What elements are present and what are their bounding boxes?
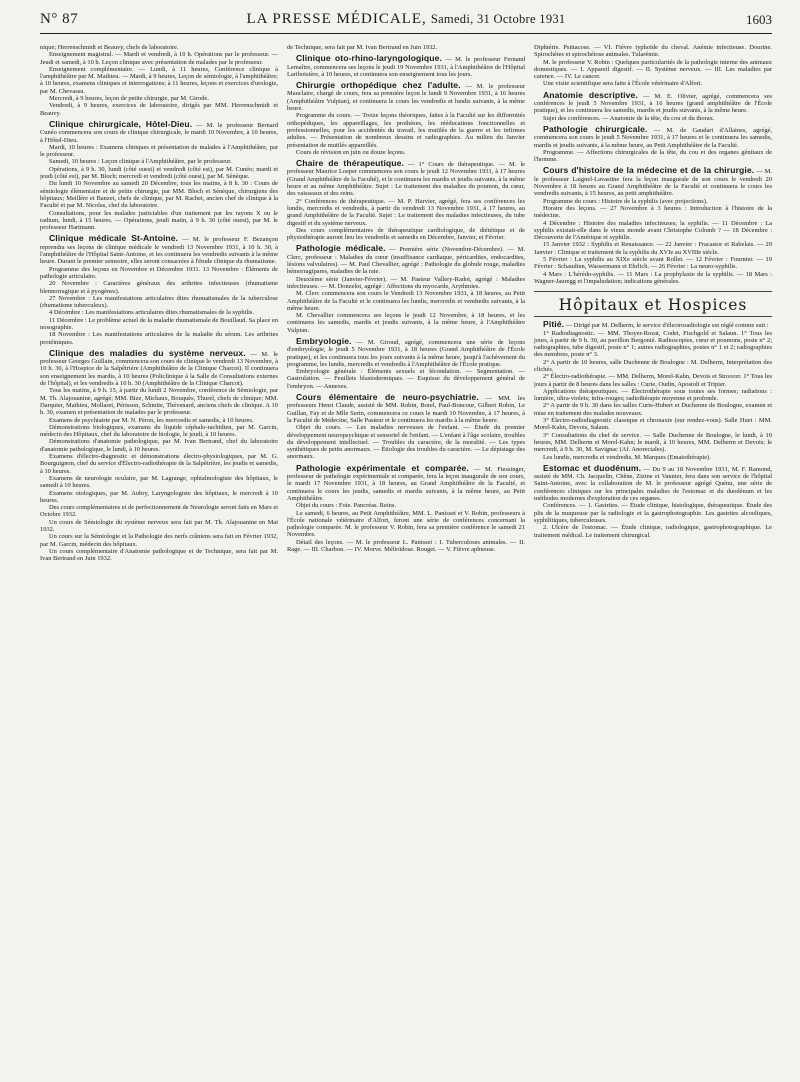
- article-entry: [287, 82, 525, 112]
- entry-text: Enseignement complémentaire. — Lundi, à 11 heures, Conférence clinique à l'amphithéâtre par M. Mathieu. — Mardi, à 9 heures, Leçon de sémiologie, à l'amphithéâtre; à 10 heures, examens cliniques et interrogations; à 11 heures, leçons et exercices d'urologie, par M. Chevassu.: [40, 65, 278, 95]
- article-paragraph: [287, 276, 525, 291]
- entry-text: M. Chevallier commencera ses leçons le jeudi 12 Novembre, à 18 heures, et les continuera les samedis, mardis et jeudis suivants, à la même heure, à l'Amphithéâtre Vulpian.: [287, 312, 525, 334]
- entry-text: M. le professeur V. Robin : Quelques particularités de la pathologie interne des animaux domestiques. — I. Appareil digestif. — II. Système nerveux. — III. Les maladies par carence. — IV. Le cancer.: [534, 58, 772, 81]
- article-paragraph: [287, 368, 525, 390]
- article-entry: [287, 55, 525, 78]
- article-entry: [287, 245, 525, 275]
- section-rule: [534, 291, 772, 292]
- entry-text: Vendredi, à 9 heures, exercices de laboratoire, dirigés par MM. Herrenschmidt et Beauvy.: [40, 102, 278, 117]
- entry-heading: Chirurgie orthopédique chez l'adulte.: [296, 80, 461, 91]
- entry-text: — M. le professeur Bernard Cunéo commencera son cours de clinique chirurgicale, le mardi 10 Novembre, à 10 heures, à l'Hôtel-Dieu.: [40, 121, 278, 144]
- article-paragraph: [287, 149, 525, 156]
- entry-text: — MM. les professeurs Henri Claude, assisté de MM. Robin, Borel, Paul-Boncour, Gilbert Robin, Le Guillan, Fay et de Mlle Serin, commencera ce cours le mardi 10 Novembre, à 17 heures, à la Faculté de Médecine, Salle Pasteur et le continuera les mardis à la même heure.: [287, 395, 525, 424]
- article-paragraph: [534, 115, 772, 122]
- article-entry: [287, 160, 525, 197]
- journal-name: LA PRESSE MÉDICALE,: [246, 11, 427, 27]
- section-title: Hôpitaux et Hospices: [558, 296, 748, 315]
- entry-text: 11 Décembre : Le problème actuel de la maladie rhumatismale de Bouillaud. Sa place en nosographie.: [40, 316, 278, 331]
- entry-text: Un cours complémentaire d'Anatomie pathologique et de Technique, sera fait par M. Ivan Bertrand en Juin 1932.: [40, 547, 278, 563]
- article-entry: [534, 89, 772, 115]
- entry-text: — Première série (Novembre-Décembre). — M. Clerc, professeur : Maladies du cœur (insuffisance cardiaque, péricardites, endocardites, lésions valvulaires). — M. Paul Chevallier, agrégé : Pathologie du globule rouge, maladies hémorragipares, maladies de la rate.: [287, 246, 525, 276]
- entry-text: Cours de révision en juin ou douze leçons.: [296, 148, 406, 156]
- entry-text: Diphtérie. Psittacose. — VI. Fièvre typhoïde du cheval. Anémie infectieuse. Dourine. Spirochètes et spirochétose animales. Tularémie.: [534, 44, 772, 59]
- article-entry: [40, 235, 278, 265]
- article-paragraph: [40, 102, 278, 117]
- article-paragraph: [287, 227, 525, 242]
- article-paragraph: [534, 373, 772, 388]
- entry-heading: Estomac et duodénum.: [543, 462, 642, 473]
- article-paragraph: [287, 539, 525, 554]
- entry-text: 4 Mars : L'hérédo-syphilis. — 11 Mars : La prophylaxie de la syphilis. — 18 Mars : Wagner-Jauregg et l'impaludation; indications générales.: [534, 270, 772, 285]
- entry-heading: Anatomie descriptive.: [543, 89, 638, 100]
- article-paragraph: [40, 166, 278, 181]
- article-entry: [287, 394, 525, 424]
- entry-heading: Pitié.: [543, 319, 565, 330]
- article-paragraph: [534, 44, 772, 59]
- entry-text: Embryologie générale : Éléments sexuels et fécondation. — Segmentation. — Gastrulation. — Feuillets blastodermiques. — Esquisse du développement général de l'embryon. — Annexes.: [287, 368, 525, 390]
- entry-text: — M. le professeur Mauclaire, chargé de cours, fera sa première leçon le lundi 9 Novembre 1931, à 16 heures (Amphithéâtre Vulpian), et continuera le cours les vendredis et lundis suivants, à la même heure.: [287, 83, 525, 113]
- article-paragraph: [534, 256, 772, 271]
- entry-text: Une visite scientifique sera faite à l'École vétérinaire d'Alfort.: [543, 80, 703, 88]
- entry-text: Les lundis, mercredis et vendredis, M. Marques (Ematothérapie).: [543, 453, 711, 461]
- entry-text: 1° Radiodiagnostic. — MM. Thoyer-Rozat, Codet, Fischgold et Salaun. 1° Tous les jours, à partir de 9 h. 30, au pavillon Bergonié. Radioscopies, cœur et poumons, poste n° 2; radiographies, tube digestif, poste n° 1; autres radiographies, postes n° 1 et 2; radiographies des membres, poste n° 3.: [534, 329, 772, 359]
- entry-text: Mardi, 10 heures : Examens cliniques et présentation de malades à l'Amphithéâtre, par le professeur.: [40, 143, 278, 159]
- entry-text: Conférences. — 1. Gastrites. — Étude clinique, histologique, thérapeutique. Étude des plis de la muqueuse par la radiologie et la gastrophotographie. Les gastrites alcooliques, syphilitiques, tuberculeuses.: [534, 502, 772, 524]
- article-paragraph: [40, 504, 278, 519]
- article-entry: [40, 118, 278, 144]
- entry-text: Consultations, pour les malades justiciables d'un traitement par les rayons X ou le radium, lundi, à 15 heures. — Opérations, jeudi matin, à 9 h. 30 (côté ouest), par M. le professeur Hartmann.: [40, 209, 278, 232]
- entry-text: Objet du cours. — Les maladies nerveuses de l'enfant. — Étude du premier développement neuropsychique et sensoriel de l'enfant. — L'enfant à l'âge scolaire, troubles du développement intellectuel. — Troubles du caractère, de la moralité. — Les types synthétiques de petits anormaux. — Étiologie des troubles du caractère. — Le dépistage des anormaux.: [287, 424, 525, 461]
- entry-text: Sujet des conférences. — Anatomie de la tête, du cou et du thorax.: [543, 114, 715, 122]
- entry-text: — M. Giroud, agrégé, commencera une série de leçons d'embryologie, le jeudi 5 Novembre 1931, à 18 heures (Grand Amphithéâtre de l'École pratique), et les continuera tous les jours suivants à la même heure, jusqu'à l'achèvement du programme, les lundis, mercredis et vendredis à l'Amphithéâtre de l'École pratique.: [287, 338, 525, 368]
- entry-text: Démonstrations biologiques, examens du liquide céphalo-rachidien, par M. Garcin, médecin des Hôpitaux, chef du laboratoire de biologie, le jeudi, à 10 heures.: [40, 423, 278, 439]
- article-paragraph: [534, 59, 772, 81]
- entry-text: 4 Décembre : Les manifestations articulaires dites rhumatismales de la syphilis.: [49, 309, 255, 317]
- article-paragraph: [40, 180, 278, 209]
- article-paragraph: [40, 519, 278, 534]
- entry-heading: Pathologie expérimentale et comparée.: [296, 462, 469, 473]
- masthead-title: [150, 11, 662, 28]
- entry-text: Objet du cours : Foie. Pancréas. Reins.: [296, 502, 396, 510]
- article-paragraph: [40, 266, 278, 281]
- entry-text: — 1° Cours de thérapeutique. — M. le professeur Maurice Loeper commencera son cours le jeudi 12 Novembre 1931, à 17 heures (Grand Amphithéâtre de la Faculté), et le continuera les mardis et jeudis suivants, à la même heure et au même Amphithéâtre. Sujet : Le traitement des maladies du poumon, du cœur, des vaisseaux et des reins.: [287, 161, 525, 198]
- section-rule: [534, 316, 772, 317]
- entry-text: Deuxième série (Janvier-Février). — M. Pasteur Vallery-Radot, agrégé : Maladies infectieuses. — M. Donzelot, agrégé : Affections du myocarde, Arythmies.: [287, 275, 525, 290]
- entry-text: 2° Électro-radiothérapie. — MM. Delherm, Morel-Kahn, Devois et Stroocer. 1° Tous les jours à partir de 8 heures dans les salles : Curie, Oudin, Apostoli et Tripier.: [534, 373, 772, 388]
- entry-text: 15 Janvier 1932 : Syphilis et Renaissance. — 22 Janvier : Fracastor et Rabelais. — 29 Janvier : Clinique et traitement de la syphilis du XVIe au XVIIIe siècle.: [534, 241, 772, 256]
- article-paragraph: [40, 295, 278, 310]
- entry-text: 20 Novembre : Caractères généraux des arthrites infectieuses (rhumatisme blennorragique et à pyogènes).: [40, 280, 278, 295]
- article-paragraph: [40, 533, 278, 548]
- article-paragraph: [40, 424, 278, 439]
- article-paragraph: [40, 51, 278, 66]
- entry-text: 2° A partir de 10 heures, salle Duchenne de Boulogne : M. Delherm, Interprétation des clichés.: [534, 358, 772, 373]
- entry-text: — M. le professeur Fernand Lemaître, commencera ses leçons le jeudi 19 Novembre 1931, à l'Amphithéâtre de l'Hôpital Lariboisière, à 10 heures, et continuera son enseignement tous les jours.: [287, 56, 525, 78]
- article-paragraph: [40, 387, 278, 416]
- article-paragraph: [40, 95, 278, 102]
- entry-text: 5 Février : La syphilis au XIXe siècle avant Rollet. — 12 Février : Fournier. — 19 Février : Schaudinn, Wassermann et Ehrlich. — 26 Février : La neuro-syphilis.: [534, 256, 772, 271]
- article-paragraph: [534, 80, 772, 87]
- article-paragraph: [40, 309, 278, 316]
- entry-text: 27 Novembre : Les manifestations articulaires dites rhumatismales de la tuberculose (rhumatisme tuberculeux).: [40, 294, 278, 310]
- entry-text: — M. E. Olivier, agrégé, commencera ses conférences le jeudi 5 Novembre 1931, à 16 heures (grand amphithéâtre de l'École pratique), et les continuera les samedis, mardis et jeudis suivants, à la même heure.: [534, 92, 772, 115]
- entry-text: M. Clerc commencera son cours le Vendredi 13 Novembre 1931, à 18 heures, au Petit Amphithéâtre de la Faculté et le continuera les lundis, mercredis et vendredis suivants, à la même heure.: [287, 290, 525, 312]
- article-paragraph: [287, 112, 525, 148]
- entry-text: Enseignement magistral. — Mardi et vendredi, à 10 h. Opérations par le professeur. — Jeudi et samedi, à 10 h. Leçon clinique avec présentation de malades par le professeur.: [40, 51, 278, 66]
- entry-text: — M. Fiessinger, professeur de pathologie expérimentale et comparée, fera la leçon inaugurale de son cours, le mardi 17 Novembre 1931, à 18 heures, au Grand Amphithéâtre de la Faculté, et continuera le cours les jeudis, samedis et mardis suivants, à la même heure, au Petit Amphithéâtre.: [287, 465, 525, 502]
- article-paragraph: [534, 198, 772, 205]
- article-entry: [534, 167, 772, 197]
- entry-text: Applications thérapeutiques. — Électrothérapie sous toutes ses formes; radiations : lumière, ultra-violets; infra-rouges; radiothérapie moyenne et profonde.: [534, 387, 772, 403]
- entry-text: Examens de psychiatrie par M. N. Péron, les mercredis et samedis, à 10 heures.: [49, 416, 254, 424]
- entry-text: Des cours complémentaires de thérapeutique cardiologique, de diététique et de physiothérapie auront lieu les vendredis et samedis en Décembre, Janvier, et Février.: [287, 226, 525, 242]
- entry-heading: Clinique médicale St-Antoine.: [49, 233, 179, 244]
- entry-text: 18 Novembre : Les manifestations articulaires de la maladie du sérum. Les arthrites protéiniques.: [40, 331, 278, 346]
- entry-text: — M. le professeur Georges Guillain, commencera son cours de clinique le vendredi 13 Novembre, à 10 h. 30, à l'Hospice de la Salpêtrière (Amphithéâtre de la Clinique Charcot). Il continuera son enseignement les mardis, à 10 heures (Policlinique à la Salle de Consultations externes de l'hôpital), et les vendredis à 10 h. 30 (Amphithéâtre de la Clinique Charcot).: [40, 350, 278, 388]
- article-paragraph: [534, 454, 772, 461]
- article-paragraph: [40, 280, 278, 295]
- entry-text: Opérations, à 9 h. 30, lundi (côté ouest) et vendredi (côté est), par M. Cunéo; mardi et jeudi (côté est), par M. Bloch; mercredi et vendredi (côté ouest), par M. Sénèque.: [40, 165, 278, 181]
- article-paragraph: [40, 144, 278, 159]
- article-entry: [534, 123, 772, 149]
- article-columns: [40, 44, 772, 1072]
- entry-text: 2° A partir de 9 h. 30 dans les salles Curie-Hubert et Duchenne de Boulogne, examen et mise en traitement des malades nouveaux.: [534, 402, 772, 417]
- entry-text: Tous les matins, à 9 h. 15, à partir du lundi 2 Novembre, conférence de Sémiologie, par M. Th. Alajouanine, agrégé; MM. Bize, Michaux, Bouquès, Thurel, chefs de clinique; MM. Darquier, Mathieu, Mollaret, Périsson, Schmite, Thévenard, anciens chefs de clinique. A 10 h. 30, examen et présentation de malades par le professeur.: [40, 387, 278, 417]
- entry-text: 2. Ulcère de l'estomac. — Étude clinique, radiologique, gastrophotographique. Le traitement médical. Le traitement chirurgical.: [534, 524, 772, 539]
- article-paragraph: [287, 502, 525, 509]
- article-paragraph: [40, 453, 278, 475]
- entry-text: Mercredi, à 9 heures, leçon de petite chirurgie, par M. Girode.: [49, 95, 209, 103]
- entry-text: Horaire des leçons. — 27 Novembre à 3 heures : Introduction à l'histoire de la médecine.: [534, 204, 772, 220]
- article-paragraph: [40, 417, 278, 424]
- article-paragraph: [534, 220, 772, 242]
- article-paragraph: [40, 548, 278, 563]
- article-paragraph: [40, 66, 278, 95]
- article-paragraph: [534, 359, 772, 374]
- article-entry: [40, 347, 278, 388]
- article-paragraph: [534, 205, 772, 220]
- entry-heading: Pathologie médicale.: [296, 243, 386, 254]
- entry-text: — M. le professeur F. Bezançon reprendra ses leçons de clinique médicale le vendredi 13 Novembre 1931, à 10 h. 30, à l'amphithéâtre de l'Hôpital Saint-Antoine, et les continuera les vendredis suivants à la même heure. Durant le premier semestre, elles seront consacrées à l'étude clinique du rhumatisme.: [40, 236, 278, 266]
- article-paragraph: [534, 271, 772, 286]
- article-entry: [534, 321, 772, 329]
- entry-text: Du lundi 10 Novembre au samedi 20 Décembre, tous les matins, à 8 h. 30 : Cours de sémiologie élémentaire et de petite chirurgie, par MM. Bloch et Sénèque, chirurgiens des hôpitaux; Meillère et Banzet, chefs de clinique, par M. Rachet, ancien chef de clinique à la Faculté et par M. Nicolas, chef du laboratoire.: [40, 180, 278, 210]
- page-number: 1603: [746, 11, 772, 27]
- article-paragraph: [287, 510, 525, 539]
- entry-text: Un cours de Sémiologie du système nerveux sera fait par M. Th. Alajouanine en Mai 1932.: [40, 518, 278, 533]
- entry-heading: Cours élémentaire de neuro-psychiatrie.: [296, 392, 479, 403]
- article-paragraph: [40, 317, 278, 332]
- entry-heading: Cours d'histoire de la médecine et de la chirurgie.: [543, 165, 755, 176]
- column-1: [40, 44, 278, 1072]
- article-entry: [287, 335, 525, 368]
- article-paragraph: [40, 210, 278, 232]
- entry-heading: Clinique des maladies du système nerveux.: [49, 347, 246, 358]
- article-paragraph: [534, 388, 772, 403]
- article-paragraph: [534, 241, 772, 256]
- article-paragraph: [40, 44, 278, 51]
- article-paragraph: [287, 312, 525, 334]
- column-3: [534, 44, 772, 1072]
- entry-heading: Clinique chirurgicale, Hôtel-Dieu.: [49, 118, 193, 129]
- article-paragraph: [287, 44, 525, 51]
- entry-text: Examens d'électro-diagnostic et démonstrations électro-physiologiques, par M. G. Bourguignon, chef du service d'Électro-radiothérapie de la Salpêtrière, les jeudis et samedis, à 10 heures.: [40, 453, 278, 475]
- entry-text: 3° Consultations du chef de service. — Salle Duchenne de Boulogne, le lundi, à 10 heures, MM. Delherm et Morel-Kahn; le mardi, à 10 heures, MM. Delherm et Devois; le mercredi, à 9 h. 30, M. Savignac (Af. Anorectales).: [534, 431, 772, 454]
- entry-text: Des cours complémentaires et de perfectionnement de Neurologie seront faits en Mars et Octobre 1932.: [40, 504, 278, 519]
- article-paragraph: [534, 402, 772, 417]
- entry-text: — Du 9 au 18 Novembre 1931, M. F. Ramond, assisté de MM. Ch. Jacquelin, Chêne, Zizine et Vannier, fera dans son service de l'hôpital Saint-Antoine, avec la collaboration de M. le professeur agrégé Quénu, une série de conférences cliniques sur les principales maladies de l'estomac et du duodénum et les méthodes modernes d'exploration de ces organes.: [534, 465, 772, 503]
- entry-text: Examens otologiques, par M. Aubry, Laryngologiste des hôpitaux, le mercredi à 10 heures.: [40, 489, 278, 504]
- article-paragraph: [534, 330, 772, 359]
- article-paragraph: [287, 424, 525, 460]
- entry-text: Démonstrations d'anatomie pathologique, par M. Ivan Bertrand, chef du laboratoire d'anatomie pathologique, le lundi, à 10 heures.: [40, 438, 278, 453]
- article-paragraph: [40, 475, 278, 490]
- entry-heading: Clinique oto-rhino-laryngologique.: [296, 53, 442, 64]
- entry-text: Un cours sur la Sémiologie et la Pathologie des nerfs crâniens sera fait en Février 1932, par M. Garcin, médecin des hôpitaux.: [40, 533, 278, 548]
- entry-text: 3° Électro-radiodiagnostic classique et chronaxie (sur rendez-vous). Salle Huet : MM. Morel-Kahn, Devois, Salaun.: [534, 417, 772, 432]
- entry-text: — M. le professeur Laignel-Lavastine fera la leçon inaugurale de son cours le vendredi 20 Novembre à 18 heures au Grand Amphithéâtre de la Faculté et continuera le cours les vendredis suivants, à 15 heures, au petit amphithéâtre.: [534, 168, 772, 198]
- article-paragraph: [534, 432, 772, 454]
- entry-text: — M. de Gaudart d'Allaines, agrégé, commencera son cours le jeudi 5 Novembre 1931, à 17 heures et le continuera les samedis, mardis et jeudis suivants, à la même heure, au Petit Amphithéâtre de la Faculté.: [534, 126, 772, 149]
- article-paragraph: [534, 149, 772, 164]
- article-paragraph: [40, 438, 278, 453]
- issue-number: N° 87: [40, 11, 79, 27]
- article-entry: [534, 462, 772, 503]
- article-paragraph: [534, 417, 772, 432]
- article-paragraph: [534, 524, 772, 539]
- column-2: [287, 44, 525, 1072]
- article-paragraph: [40, 331, 278, 346]
- entry-heading: Chaire de thérapeutique.: [296, 158, 404, 169]
- entry-text: Samedi, 10 heures : Leçon clinique à l'Amphithéâtre, par le professeur.: [49, 158, 232, 166]
- article-paragraph: [287, 290, 525, 312]
- entry-heading: Embryologie.: [296, 335, 352, 346]
- article-paragraph: [40, 158, 278, 165]
- masthead: [40, 0, 772, 34]
- entry-text: Programme des leçons en Novembre et Décembre 1931. 13 Novembre : Éléments de pathologie articulaire.: [40, 265, 278, 280]
- entry-text: de Technique, sera fait par M. Ivan Bertrand en Juin 1932.: [287, 44, 438, 51]
- entry-text: nique; Herrenschmidt et Beauvy, chefs de laboratoire.: [40, 44, 179, 51]
- entry-text: 2° Conférences de thérapeutique. — M. P. Harvier, agrégé, fera ses conférences les lundis, mercredis et vendredis, à partir du vendredi 13 Novembre 1931, à 17 heures, au grand Amphithéâtre de la Faculté. Sujet : Le traitement des maladies infectieuses, du tube digestif et du système nerveux.: [287, 197, 525, 227]
- entry-text: Programme. — Affections chirurgicales de la tête, du cou et des organes génitaux de l'homme.: [534, 148, 772, 164]
- entry-text: Programme du cours : Histoire de la syphilis (avec projections).: [543, 197, 708, 205]
- entry-text: — Dirigé par M. Delherm, le service d'électroradiologie est réglé comme suit :: [565, 322, 769, 330]
- entry-text: Détail des leçons. — M. le professeur L. Panisset : I. Tuberculoses animales. — II. Rage. — III. Charbon. — IV. Morve. Mélioïdose. Rouget. — V. Fièvre aphteuse.: [287, 538, 525, 553]
- article-paragraph: [534, 502, 772, 524]
- issue-date: Samedi, 31 Octobre 1931: [430, 12, 566, 26]
- article-paragraph: [40, 490, 278, 505]
- entry-text: Le samedi, 6 heures, au Petit Amphithéâtre, MM. L. Panisset et V. Robin, professeurs à l'École nationale vétérinaire d'Alfort, feront une série de conférences concernant la pathologie comparée. M. le professeur V. Robin, fera sa première conférence le samedi 21 Novembre.: [287, 509, 525, 539]
- entry-heading: Pathologie chirurgicale.: [543, 123, 648, 134]
- entry-text: Programme du cours. — Treize leçons théoriques, faites à la Faculté sur les difformités orthopédiques, les appareillages, les prothèses, les rééducations fonctionnelles et professionnelles, pour les accidentés du travail, les mutilés de la guerre et les infirmes adultes. — Présentation de nombreux dessins et radiographies. Au milieu du Janvier présentation de mutilés appareillés.: [287, 112, 525, 149]
- entry-text: Examens de neurologie oculaire, par M. Lagrange, ophtalmologiste des hôpitaux, le samedi à 10 heures.: [40, 474, 278, 490]
- article-entry: [287, 462, 525, 502]
- entry-text: 4 Décembre : Histoire des maladies infectieuses; la syphilis. — 11 Décembre : La syphilis existait-elle dans le vieux monde avant Christophe Colomb ? — 18 Décembre : Découverte de l'Amérique et syphilis.: [534, 219, 772, 242]
- article-paragraph: [287, 198, 525, 227]
